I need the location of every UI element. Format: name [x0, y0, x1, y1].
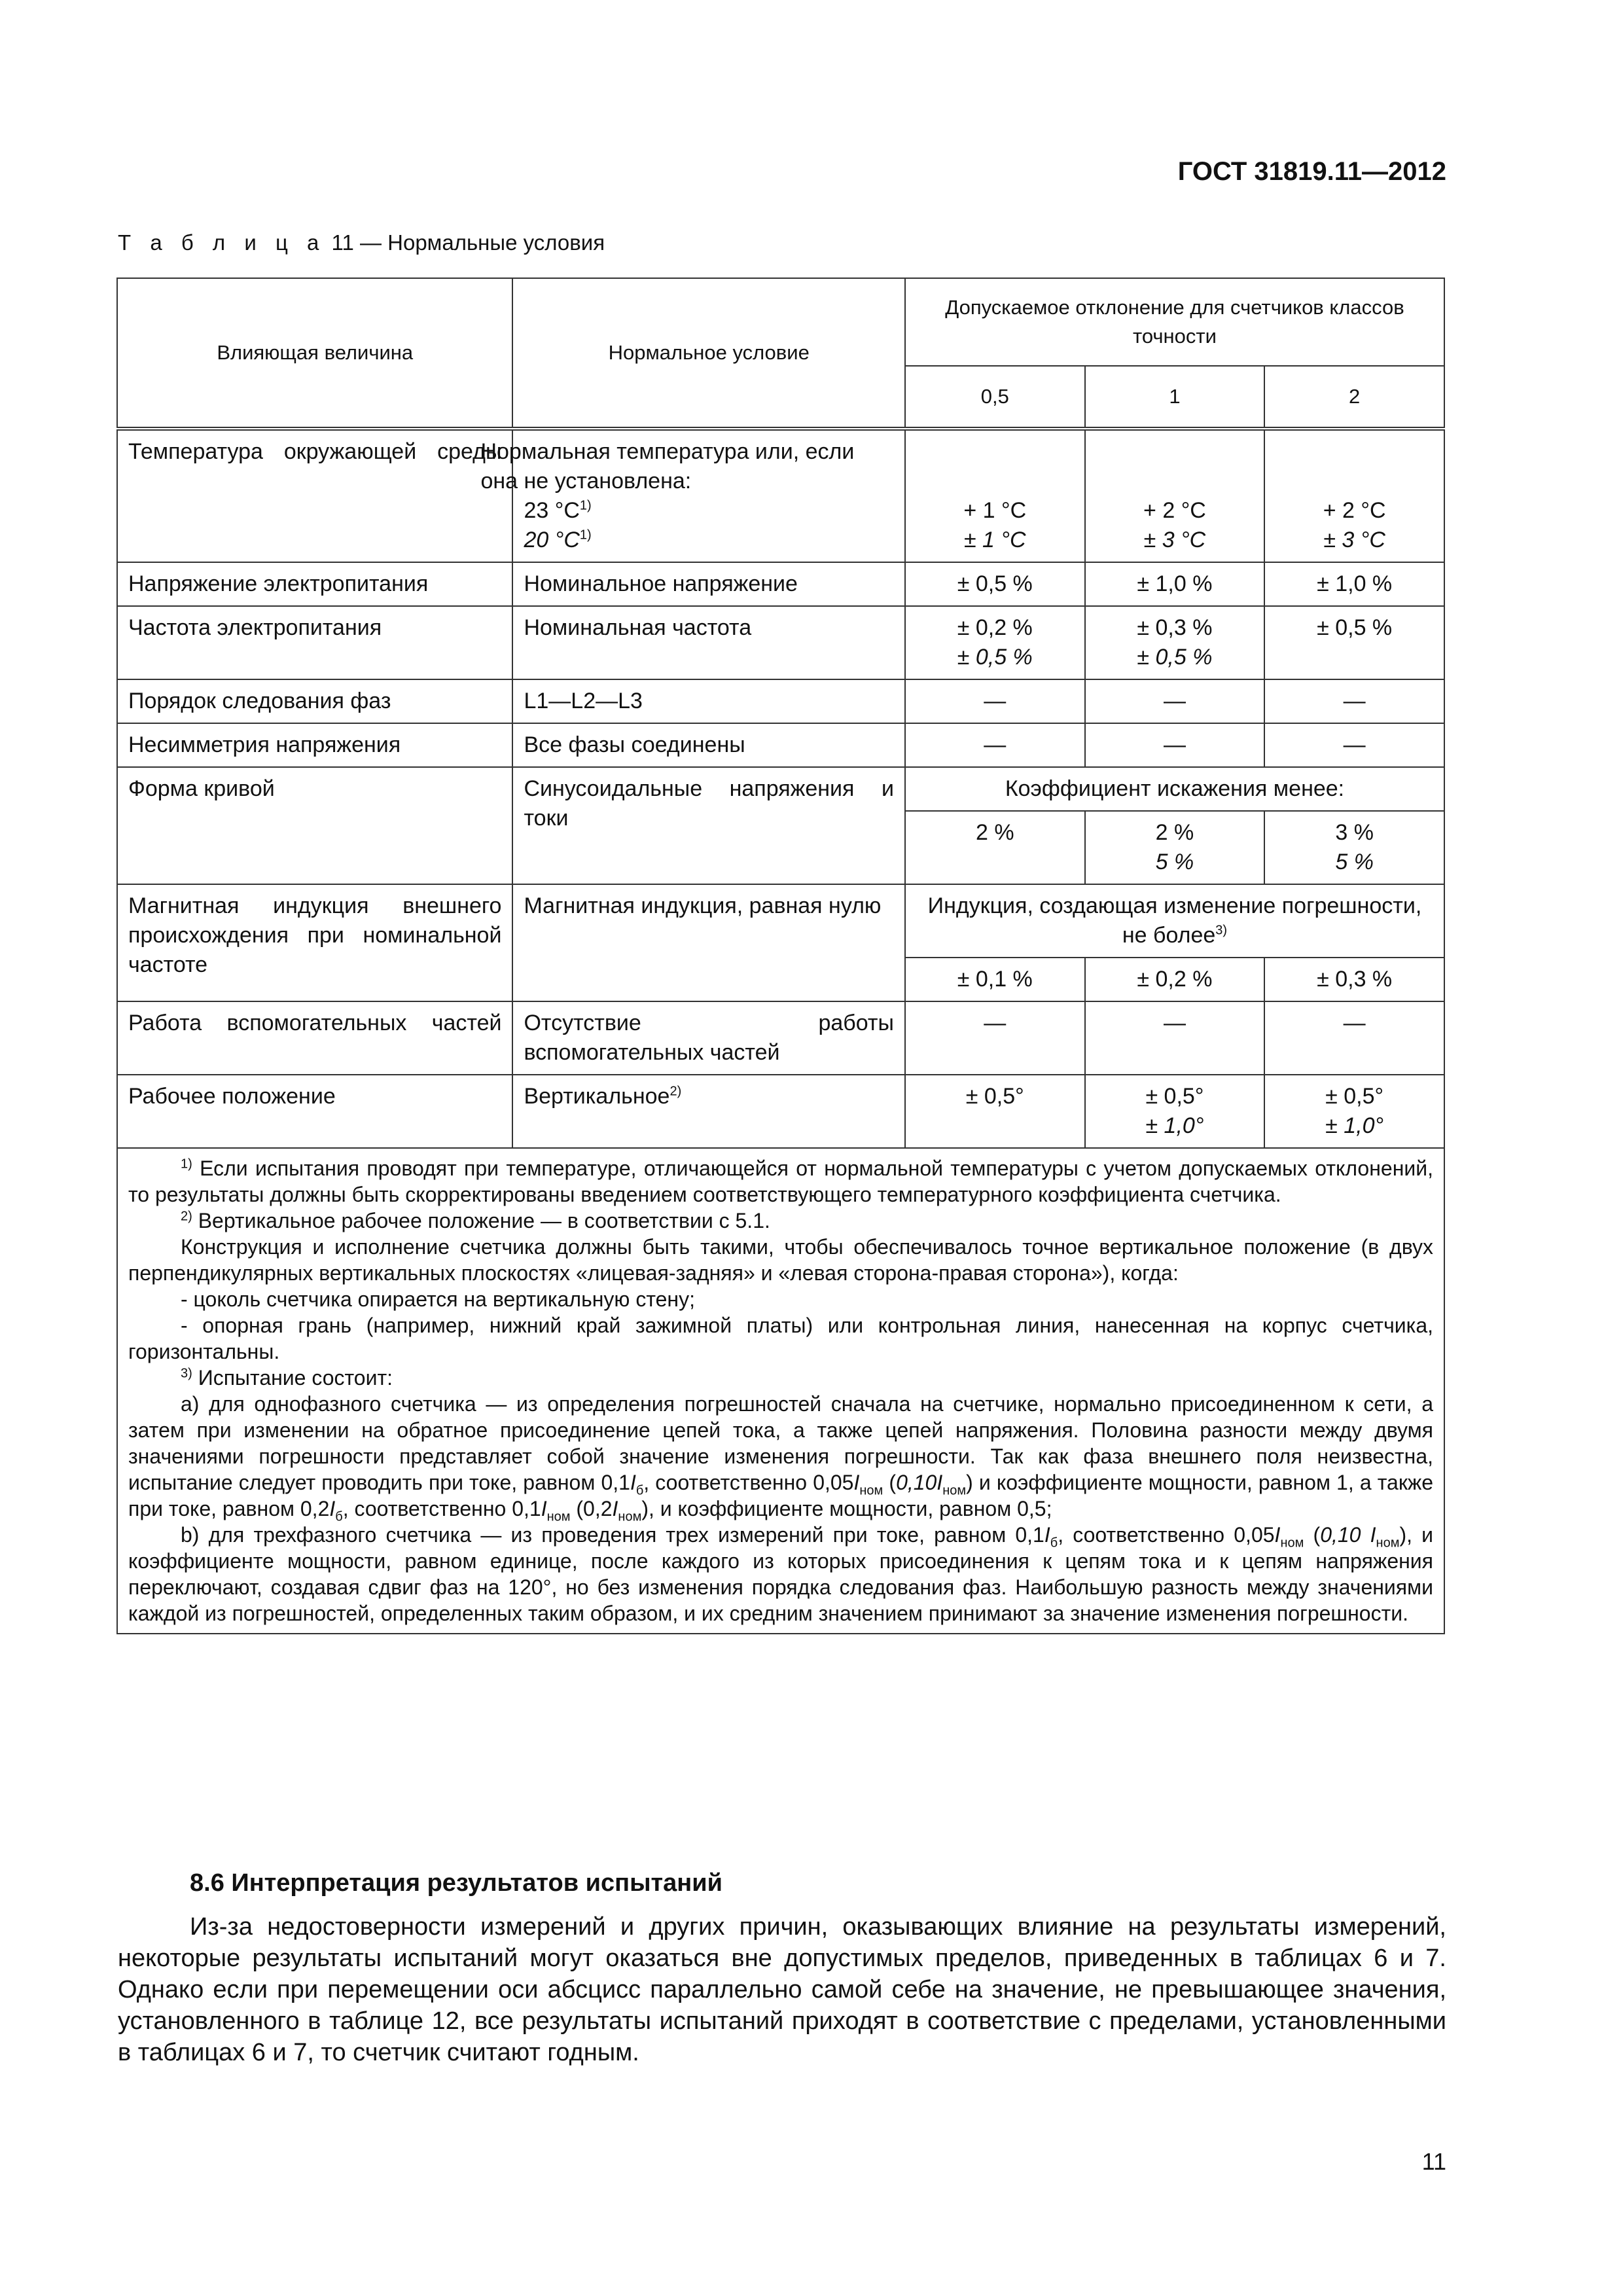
- note-2-bullet-2: - опорная грань (например, нижний край зажимной платы) или контрольная линия, нанесенная на корпус счетчика, горизонтальны.: [128, 1314, 1433, 1363]
- normal-condition: Номинальная частота: [512, 606, 904, 679]
- normal-condition: Номинальное напряжение: [512, 562, 904, 606]
- value-class-2: —: [1264, 723, 1444, 767]
- table-notes: [117, 1148, 1444, 1634]
- normal-condition: Вертикальное$^{2)}$: [512, 1075, 904, 1148]
- influence-name: Форма кривой: [117, 767, 512, 884]
- table-row: [117, 429, 1444, 562]
- value-class-1: 2 % 5 %: [1085, 811, 1265, 884]
- table-header-row: [117, 278, 1444, 366]
- value-class-0-5: + 1 °C ± 1 °C: [905, 429, 1085, 562]
- value-class-0-5: —: [905, 1001, 1085, 1075]
- value-class-1: + 2 °C ± 3 °C: [1085, 429, 1265, 562]
- table-row: [117, 723, 1444, 767]
- value-class-2: 3 % 5 %: [1264, 811, 1444, 884]
- table-row: [117, 1075, 1444, 1148]
- section-title: 8.6 Интерпретация результатов испытаний: [190, 1869, 722, 1897]
- normal-conditions-table: [116, 278, 1445, 1634]
- value-class-1: ± 0,2 %: [1085, 958, 1265, 1001]
- table-row: [117, 606, 1444, 679]
- influence-name: Магнитная индукция внешнего происхождения при номинальной частоте: [117, 884, 512, 1001]
- value-class-2: —: [1264, 679, 1444, 723]
- table-row: [117, 884, 1444, 958]
- value-class-0-5: ± 0,5°: [905, 1075, 1085, 1148]
- normal-condition: Магнитная индукция, равная нулю: [512, 884, 904, 1001]
- table-caption-prefix: Т а б л и ц а: [118, 230, 326, 255]
- value-class-0-5: 2 %: [905, 811, 1085, 884]
- condition-t2: 20 $^\circ C^{1)}$: [524, 528, 592, 552]
- value-class-0-5: —: [905, 679, 1085, 723]
- value-class-0-5: —: [905, 723, 1085, 767]
- value-class-0-5: ± 0,1 %: [905, 958, 1085, 1001]
- magnetic-subheader: Индукция, создающая изменение погрешности, не более$^{3)}$: [905, 884, 1444, 958]
- condition-t1: 23 $^\circ C^{1)}$: [524, 498, 592, 523]
- note-2: $^{2)}$ Вертикальное рабочее положение — в соответствии с 5.1.: [181, 1209, 770, 1232]
- influence-name: Напряжение электропитания: [117, 562, 512, 606]
- table-row: [117, 1001, 1444, 1075]
- table-caption: [118, 230, 605, 255]
- value-class-0-5: ± 0,2 % ± 0,5 %: [905, 606, 1085, 679]
- table-notes-row: [117, 1148, 1444, 1634]
- note-3-item-a: a) для однофазного счетчика — из определения погрешностей сначала на счетчике, нормально присоединенном к сети, а затем при изменении на обратное присоединение цепей тока, а также цепей напряжения. Половина разности между двумя значениями погрешности представляет собой значение изменения погрешности. Так как фаза внешнего поля неизвестна, испытание следует проводить при токе, равном $0,1I_б$, соответственно $0,05I_{ном}$ $(0,10I_{ном})$ и коэффициенте мощности, равном 1, а также при токе, равном $0,2I_б$, соответственно $0,1I_{ном}$ $(0,2I_{ном})$, и коэффициенте мощности, равном 0,5;: [128, 1392, 1434, 1524]
- value-class-2: ± 0,5° ± 1,0°: [1264, 1075, 1444, 1148]
- influence-name: Температура окружающей среды: [117, 429, 512, 562]
- value-class-1: ± 0,5° ± 1,0°: [1085, 1075, 1265, 1148]
- header-normal-condition: Нормальное условие: [512, 278, 904, 429]
- page-number: 11: [1421, 2148, 1446, 2175]
- influence-name: Несимметрия напряжения: [117, 723, 512, 767]
- waveform-subheader: Коэффициент искажения менее:: [905, 767, 1444, 811]
- note-2-text: Конструкция и исполнение счетчика должны быть такими, чтобы обеспечивалось точное вертикальное положение (в двух перпендикулярных вертикальных плоскостях «лицевая-задняя» и «левая сторона-правая сторона»), когда:: [128, 1235, 1433, 1285]
- header-deviation: Допускаемое отклонение для счетчиков классов точности: [905, 278, 1444, 366]
- influence-name: Работа вспомогательных частей: [117, 1001, 512, 1075]
- value-class-2: ± 1,0 %: [1264, 562, 1444, 606]
- table-row: [117, 679, 1444, 723]
- document-id: ГОСТ 31819.11—2012: [1177, 157, 1446, 186]
- influence-name: Частота электропитания: [117, 606, 512, 679]
- value-class-2: ± 0,5 %: [1264, 606, 1444, 679]
- note-2-bullet-1: - цоколь счетчика опирается на вертикальную стену;: [181, 1287, 695, 1311]
- condition-text: Нормальная температура или, если она не установлена:: [480, 439, 855, 493]
- normal-condition: Отсутствие работы вспомогательных частей: [512, 1001, 904, 1075]
- table-caption-title: 11 — Нормальные условия: [331, 230, 605, 255]
- value-class-2: ± 0,3 %: [1264, 958, 1444, 1001]
- normal-condition: Все фазы соединены: [512, 723, 904, 767]
- note-1: $^{1)}$ Если испытания проводят при температуре, отличающейся от нормальной температуры с учетом допускаемых отклонений, то результаты должны быть скорректированы введением соответствующего температурного коэффициента счетчика.: [128, 1157, 1434, 1206]
- table-row: [117, 767, 1444, 811]
- value-class-1: —: [1085, 1001, 1265, 1075]
- header-influence: Влияющая величина: [117, 278, 512, 429]
- header-class-0-5: 0,5: [905, 366, 1085, 429]
- value-class-1: —: [1085, 679, 1265, 723]
- table-row: [117, 562, 1444, 606]
- note-3-item-b: b) для трехфазного счетчика — из проведения трех измерений при токе, равном $0,1I_б$, соответственно $0,05I_{ном}$ (0,10 $I_{ном}$), и коэффициенте мощности, равном единице, после каждого из которых присоединения к цепям тока и к цепям напряжения переключают, создавая сдвиг фаз на 120°, но без изменения порядка следования фаз. Наибольшую разность между значениями каждой из погрешностей, определенных таким образом, и их средним значением принимают за значение изменения погрешности.: [128, 1523, 1434, 1625]
- note-3: $^{3)}$ Испытание состоит:: [181, 1366, 393, 1390]
- value-class-2: + 2 °C ± 3 °C: [1264, 429, 1444, 562]
- section-paragraph: Из-за недостоверности измерений и других причин, оказывающих влияние на результаты измерений, некоторые результаты испытаний могут оказаться вне допустимых пределов, приведенных в таблицах 6 и 7. Однако если при перемещении оси абсцисс параллельно самой себе на значение, не превышающее значения, установленного в таблице 12, все результаты испытаний приходят в соответствие с пределами, установленными в таблицах 6 и 7, то счетчик считают годным.: [118, 1913, 1446, 2066]
- normal-condition: L1—L2—L3: [512, 679, 904, 723]
- header-class-2: 2: [1264, 366, 1444, 429]
- value-class-1: —: [1085, 723, 1265, 767]
- value-class-0-5: ± 0,5 %: [905, 562, 1085, 606]
- influence-name: Рабочее положение: [117, 1075, 512, 1148]
- value-class-1: ± 1,0 %: [1085, 562, 1265, 606]
- value-class-2: —: [1264, 1001, 1444, 1075]
- header-class-1: 1: [1085, 366, 1265, 429]
- influence-name: Порядок следования фаз: [117, 679, 512, 723]
- normal-condition: [480, 429, 904, 562]
- normal-condition: Синусоидальные напряжения и токи: [512, 767, 904, 884]
- value-class-1: ± 0,3 % ± 0,5 %: [1085, 606, 1265, 679]
